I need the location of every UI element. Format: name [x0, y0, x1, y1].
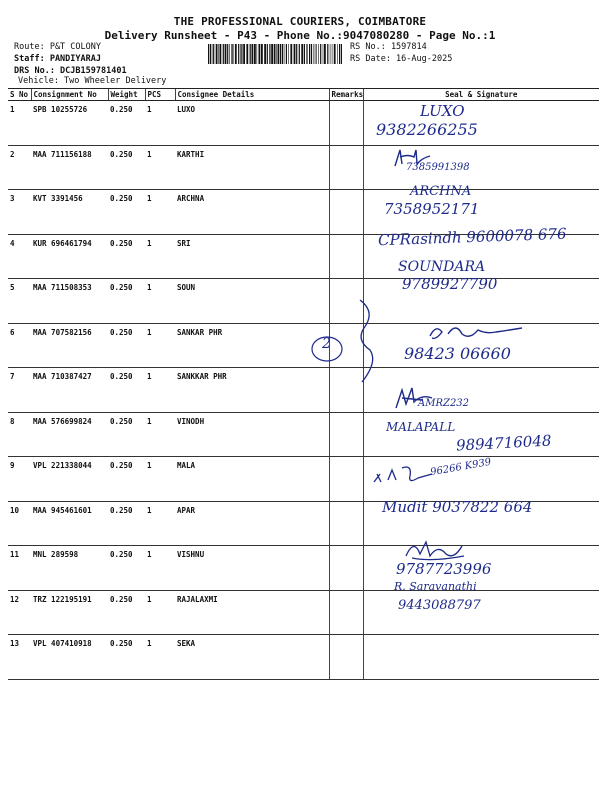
barcode-bar	[337, 44, 338, 64]
row-sno-cell: 2	[8, 145, 31, 190]
row-pcs-cell: 1	[145, 145, 175, 190]
signature-8-text: AMRZ232	[418, 398, 470, 409]
table-row	[8, 590, 599, 635]
barcode-bar	[323, 44, 324, 64]
barcode-bar	[218, 44, 219, 64]
row-weight-cell: 0.250	[108, 457, 145, 502]
barcode-bar	[311, 44, 312, 64]
barcode-bar	[309, 44, 310, 64]
column-header: Seal & Signature	[363, 89, 599, 101]
barcode-bar	[269, 44, 270, 64]
row-weight-cell: 0.250	[108, 145, 145, 190]
row-sno-cell: 7	[8, 368, 31, 413]
signature-5-phone: 9789927790	[402, 275, 498, 293]
barcode-bar	[257, 44, 258, 64]
row-pcs-cell: 1	[145, 412, 175, 457]
barcode-bar	[280, 44, 281, 64]
barcode-bar	[223, 44, 224, 64]
barcode-bar	[327, 44, 328, 64]
row-consignee-cell: LUXO	[175, 101, 329, 146]
row-pcs-cell: 1	[145, 279, 175, 324]
drs-label: DRS No.: DCJB159781401	[14, 66, 127, 76]
row-consignee-cell: APAR	[175, 501, 329, 546]
row-sno-cell: 12	[8, 590, 31, 635]
row-weight-cell: 0.250	[108, 234, 145, 279]
bracket-scribble	[352, 298, 382, 384]
row-pcs-cell: 1	[145, 234, 175, 279]
barcode-bar	[213, 44, 214, 64]
remarks-cell	[329, 457, 363, 502]
row-sno-cell: 11	[8, 546, 31, 591]
barcode-bar	[274, 44, 276, 64]
barcode-bar	[318, 44, 319, 64]
barcode-bar	[238, 44, 239, 64]
row-consignee-cell: SANKAR PHR	[175, 323, 329, 368]
row-pcs-cell: 1	[145, 323, 175, 368]
row-consignment-cell: KUR 696461794	[31, 234, 108, 279]
row-weight-cell: 0.250	[108, 635, 145, 680]
barcode-bar	[212, 44, 213, 64]
row-pcs-cell: 1	[145, 546, 175, 591]
remarks-cell	[329, 501, 363, 546]
barcode-bar	[316, 44, 317, 64]
barcode-bar	[286, 44, 287, 64]
staff-label: Staff: PANDIYARAJ	[14, 54, 101, 64]
remarks-cell	[329, 546, 363, 591]
row-pcs-cell: 1	[145, 190, 175, 235]
row-consignment-cell: MAA 707582156	[31, 323, 108, 368]
signature-12-phone: 9787723996	[396, 560, 492, 578]
row-consignee-cell: SEKA	[175, 635, 329, 680]
barcode-bar	[267, 44, 268, 64]
row-weight-cell: 0.250	[108, 368, 145, 413]
barcode-bar	[225, 44, 227, 64]
table-row	[8, 279, 599, 324]
barcode-bar	[220, 44, 222, 64]
row-consignment-cell: MAA 945461601	[31, 501, 108, 546]
signature-10-text: 96266 K939	[429, 456, 493, 479]
row-consignment-cell: SPB 10255726	[31, 101, 108, 146]
runsheet-subtitle: Delivery Runsheet - P43 - Phone No.:9047080280 - Page No.:1	[104, 29, 496, 42]
row-pcs-cell: 1	[145, 501, 175, 546]
barcode-bar	[278, 44, 280, 64]
signature-13-phone: 9443088797	[398, 598, 481, 613]
barcode-bar	[208, 44, 209, 64]
barcode-bar	[290, 44, 292, 64]
row-consignee-cell: SANKKAR PHR	[175, 368, 329, 413]
remarks-cell	[329, 234, 363, 279]
signature-11-text: Mudit 9037822 664	[382, 498, 533, 516]
row-consignment-cell: KVT 3391456	[31, 190, 108, 235]
row-consignment-cell: MAA 576699824	[31, 412, 108, 457]
barcode-image	[208, 44, 342, 64]
column-header: Consignee Details	[175, 89, 329, 101]
row-weight-cell: 0.250	[108, 101, 145, 146]
signature-3-phone: 7358952171	[384, 200, 480, 218]
column-header: Weight	[108, 89, 145, 101]
row-consignee-cell: VISHNU	[175, 546, 329, 591]
signature-1-phone: 9382266255	[376, 120, 478, 139]
signature-13-name: R. Saravanathi	[394, 580, 477, 593]
barcode-bar	[324, 44, 326, 64]
barcode-bar	[241, 44, 242, 64]
row-consignment-cell: MAA 711508353	[31, 279, 108, 324]
barcode-bar	[294, 44, 296, 64]
row-pcs-cell: 1	[145, 635, 175, 680]
row-weight-cell: 0.250	[108, 546, 145, 591]
route-label: Route: P&T COLONY	[14, 42, 101, 52]
row-sno-cell: 10	[8, 501, 31, 546]
row-sno-cell: 3	[8, 190, 31, 235]
rs-number: RS No.: 1597814	[350, 42, 427, 52]
signature-12-scribble	[402, 536, 472, 562]
barcode-bar	[252, 44, 254, 64]
row-consignee-cell: KARTHI	[175, 145, 329, 190]
rs-date: RS Date: 16-Aug-2025	[350, 54, 453, 64]
barcode-bar	[332, 44, 333, 64]
barcode-bar	[210, 44, 211, 64]
table-row	[8, 546, 599, 591]
barcode-bar	[330, 44, 331, 64]
row-consignment-cell: MAA 710387427	[31, 368, 108, 413]
barcode-bar	[339, 44, 340, 64]
barcode-bar	[227, 44, 228, 64]
row-sno-cell: 1	[8, 101, 31, 146]
consignment-table	[8, 88, 599, 680]
company-title: THE PROFESSIONAL COURIERS, COIMBATORE	[173, 15, 427, 28]
table-row	[8, 635, 599, 680]
barcode-bar	[271, 44, 273, 64]
signature-7-phone: 98423 06660	[404, 344, 511, 363]
row-sno-cell: 9	[8, 457, 31, 502]
row-weight-cell: 0.250	[108, 190, 145, 235]
barcode-bar	[315, 44, 316, 64]
row-consignment-cell: MAA 711156188	[31, 145, 108, 190]
row-consignee-cell: SRI	[175, 234, 329, 279]
barcode-bar	[296, 44, 297, 64]
table-row	[8, 145, 599, 190]
vehicle-label: Vehicle: Two Wheeler Delivery	[18, 76, 167, 86]
signature-6-scribble	[426, 318, 526, 344]
row-consignment-cell: VPL 407410918	[31, 635, 108, 680]
row-consignment-cell: MNL 289598	[31, 546, 108, 591]
barcode-bar	[243, 44, 245, 64]
row-weight-cell: 0.250	[108, 323, 145, 368]
remarks-cell	[329, 590, 363, 635]
row-consignee-cell: MALA	[175, 457, 329, 502]
barcode-bar	[231, 44, 232, 64]
signature-4-text: CPRasindh 9600078 676	[377, 224, 567, 250]
barcode-bar	[264, 44, 266, 64]
barcode-bar	[261, 44, 263, 64]
row-sno-cell: 4	[8, 234, 31, 279]
barcode-bar	[334, 44, 336, 64]
signature-cell	[363, 635, 599, 680]
signature-9-name: MALAPALL	[386, 420, 456, 434]
row-weight-cell: 0.250	[108, 412, 145, 457]
barcode-bar	[320, 44, 321, 64]
barcode-bar	[250, 44, 251, 64]
row-consignee-cell: SOUN	[175, 279, 329, 324]
row-consignee-cell: VINODH	[175, 412, 329, 457]
barcode-bar	[216, 44, 218, 64]
column-header: Consignment No	[31, 89, 108, 101]
remarks-cell	[329, 635, 363, 680]
row-pcs-cell: 1	[145, 101, 175, 146]
signature-9-phone: 9894716048	[455, 431, 552, 455]
row-consignment-cell: VPL 221338044	[31, 457, 108, 502]
table-header-row	[8, 89, 599, 101]
row-pcs-cell: 1	[145, 457, 175, 502]
barcode-bar	[259, 44, 261, 64]
column-header: S No	[8, 89, 31, 101]
row-sno-cell: 6	[8, 323, 31, 368]
row-consignee-cell: ARCHNA	[175, 190, 329, 235]
table-row	[8, 457, 599, 502]
barcode-bar	[254, 44, 256, 64]
barcode-bar	[284, 44, 285, 64]
signature-5-name: SOUNDARA	[398, 259, 486, 275]
table-row	[8, 368, 599, 413]
barcode-bar	[304, 44, 305, 64]
barcode-bar	[229, 44, 230, 64]
row-weight-cell: 0.250	[108, 501, 145, 546]
remarks-cell	[329, 101, 363, 146]
barcode-bar	[288, 44, 289, 64]
barcode-bar	[235, 44, 237, 64]
barcode-bar	[246, 44, 248, 64]
row-consignment-cell: TRZ 122195191	[31, 590, 108, 635]
barcode-bar	[341, 44, 342, 64]
row-sno-cell: 13	[8, 635, 31, 680]
barcode-bar	[232, 44, 233, 64]
barcode-bar	[306, 44, 307, 64]
remarks-cell	[329, 190, 363, 235]
row-pcs-cell: 1	[145, 368, 175, 413]
barcode-bar	[314, 44, 315, 64]
remarks-cell	[329, 145, 363, 190]
remarks-cell	[329, 412, 363, 457]
barcode-bar	[276, 44, 277, 64]
column-header: PCS	[145, 89, 175, 101]
barcode-bar	[301, 44, 303, 64]
row-pcs-cell: 1	[145, 590, 175, 635]
row-weight-cell: 0.250	[108, 279, 145, 324]
row-sno-cell: 5	[8, 279, 31, 324]
barcode-bar	[282, 44, 283, 64]
barcode-bar	[299, 44, 300, 64]
signature-1-name: LUXO	[420, 102, 465, 120]
barcode-bar	[240, 44, 241, 64]
signature-2-phone: 7385991398	[406, 162, 470, 173]
row-consignee-cell: RAJALAXMI	[175, 590, 329, 635]
signature-3-name: ARCHNA	[410, 184, 472, 199]
row-sno-cell: 8	[8, 412, 31, 457]
row-weight-cell: 0.250	[108, 590, 145, 635]
table-row	[8, 101, 599, 146]
column-header: Remarks	[329, 89, 363, 101]
remark-mark: 2	[322, 336, 331, 352]
